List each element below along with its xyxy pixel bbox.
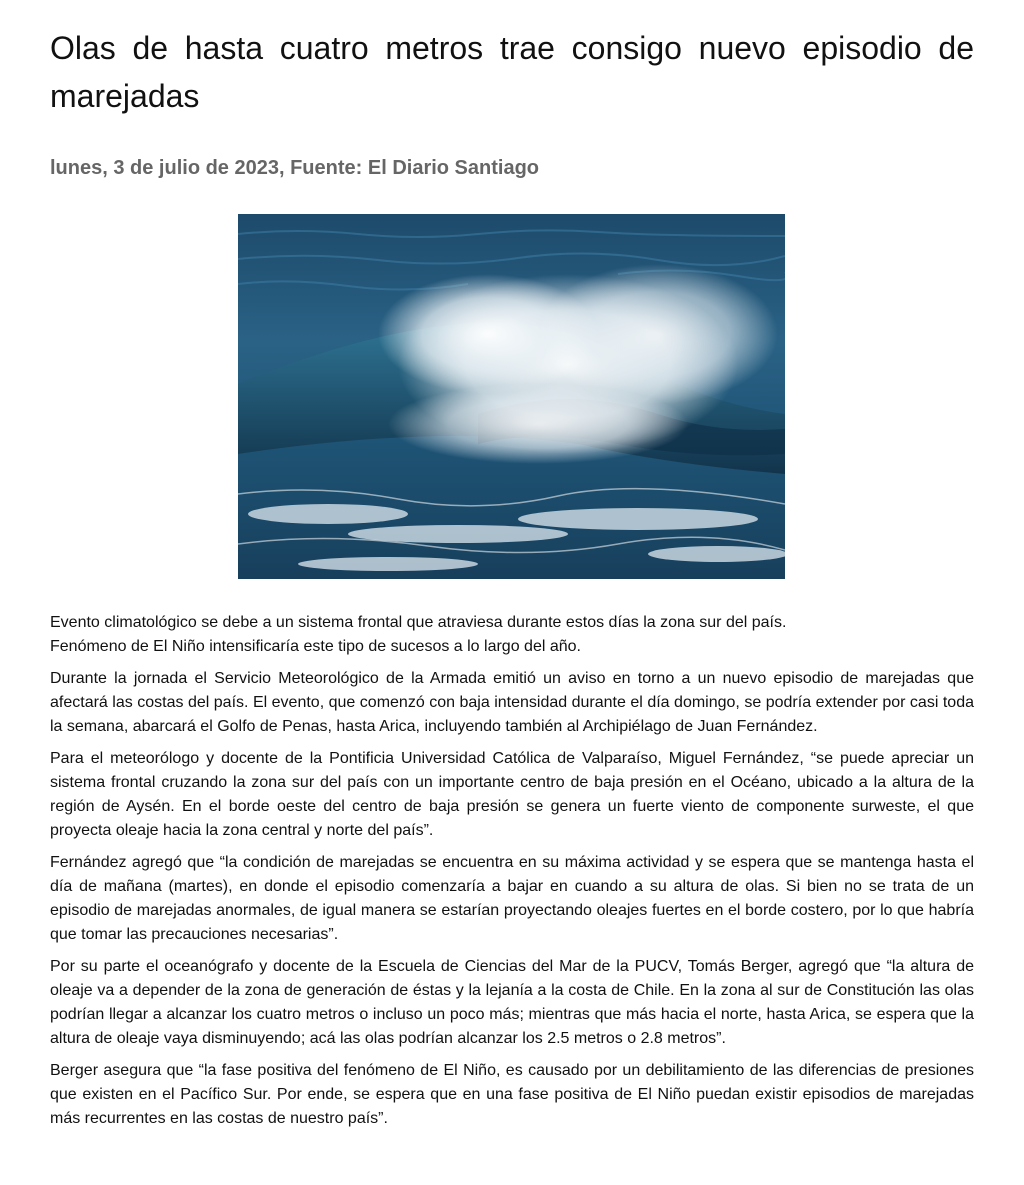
ocean-wave-photo [238,214,785,579]
article-body [50,611,974,1131]
article-lead [50,611,974,659]
article-paragraph: Para el meteorólogo y docente de la Pontificia Universidad Católica de Valparaíso, Miguel Fernández, “se puede apreciar un sistema frontal cruzando la zona sur del país con un importante centro de baja presión en el Océano, ubicado a la altura de la región de Aysén. En el borde oeste del centro de baja presión se genera un fuerte viento de componente surweste, el que proyecta oleaje hacia la zona central y norte del país”. [50,750,974,839]
ocean-wave-icon [238,214,785,579]
article-byline: lunes, 3 de julio de 2023, Fuente: El Diario Santiago [50,157,540,179]
lead-line: Evento climatológico se debe a un sistema frontal que atraviesa durante estos días la zona sur del país. [50,614,787,631]
article-paragraph: Durante la jornada el Servicio Meteorológico de la Armada emitió un aviso en torno a un nuevo episodio de marejadas que afectará las costas del país. El evento, que comenzó con baja intensidad durante el día domingo, se podría extender por casi toda la semana, abarcará el Golfo de Penas, hasta Arica, incluyendo también al Archipiélago de Juan Fernández. [50,670,974,735]
article-paragraph: Berger asegura que “la fase positiva del fenómeno de El Niño, es causado por un debilitamiento de las diferencias de presiones que existen en el Pacífico Sur. Por ende, se espera que en una fase positiva de El Niño puedan existir episodios de marejadas más recurrentes en las costas de nuestro país”. [50,1062,974,1127]
article-paragraph: Por su parte el oceanógrafo y docente de la Escuela de Ciencias del Mar de la PUCV, Tomás Berger, agregó que “la altura de oleaje va a depender de la zona de generación de éstas y la lejanía a la costa de Chile. En la zona al sur de Constitución las olas podrían llegar a alcanzar los cuatro metros o incluso un poco más; mientras que más hacia el norte, hasta Arica, se espera que la altura de oleaje vaya disminuyendo; acá las olas podrían alcanzar los 2.5 metros o 2.8 metros”. [50,958,974,1047]
article-title: Olas de hasta cuatro metros trae consigo nuevo episodio de marejadas [50,30,974,114]
lead-line: Fenómeno de El Niño intensificaría este tipo de sucesos a lo largo del año. [50,638,581,655]
article-paragraph: Fernández agregó que “la condición de marejadas se encuentra en su máxima actividad y se espera que se mantenga hasta el día de mañana (martes), en donde el episodio comenzaría a bajar en cuando a su altura de olas. Si bien no se trata de un episodio de marejadas anormales, de igual manera se estarían proyectando oleajes fuertes en el borde costero, por lo que habría que tomar las precauciones necesarias”. [50,854,974,943]
